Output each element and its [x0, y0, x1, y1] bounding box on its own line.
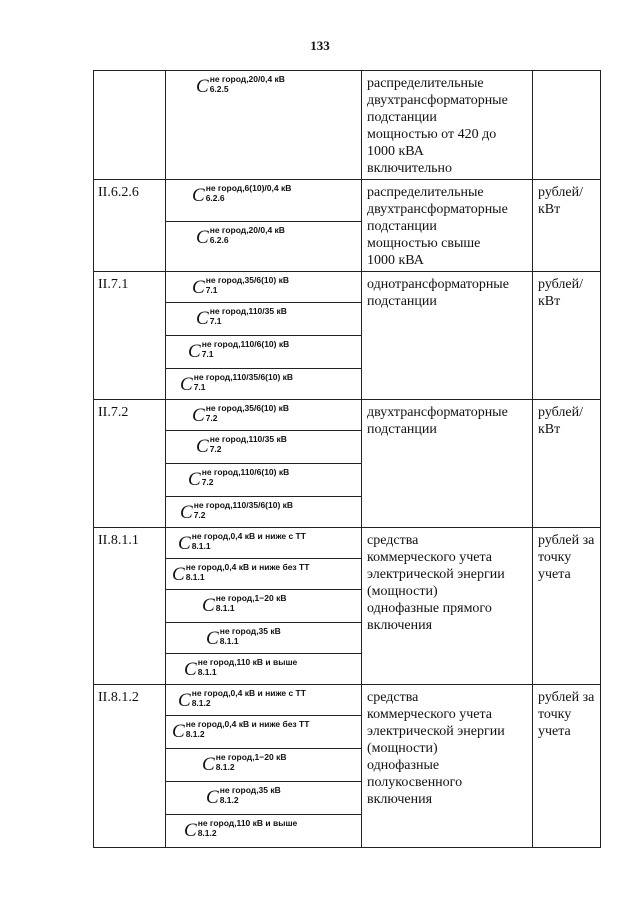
code-cell	[94, 71, 166, 180]
formula-scripts	[210, 225, 285, 246]
formula-cell	[166, 782, 362, 815]
formula-cell	[166, 623, 362, 654]
code-cell: II.7.2	[94, 400, 166, 528]
description-line: включения	[367, 618, 433, 633]
formula-scripts	[194, 500, 293, 521]
table-row	[94, 528, 601, 559]
unit-line: точку учета	[538, 550, 572, 582]
formula-scripts	[186, 719, 310, 740]
formula-cell	[166, 369, 362, 400]
tariff-table-body	[94, 71, 601, 848]
formula-superscript: не город,0,4 кВ и ниже с ТТ	[191, 531, 306, 541]
tariff-formula	[184, 654, 297, 679]
formula-subscript: 7.2	[201, 477, 214, 487]
description-cell	[362, 685, 533, 848]
code-cell: II.7.1	[94, 272, 166, 400]
description-line: однофазные	[367, 758, 440, 773]
tariff-formula	[206, 623, 281, 648]
description-line: мощностью свыше	[367, 236, 481, 251]
formula-superscript: не город,110 кВ и выше	[197, 657, 298, 667]
formula-symbol: C	[196, 226, 209, 248]
formula-cell	[166, 303, 362, 336]
description-line: включения	[367, 792, 433, 807]
formula-scripts	[192, 688, 306, 709]
description-cell	[362, 528, 533, 685]
tariff-formula	[184, 815, 297, 840]
description-line: двухтрансформаторные	[367, 93, 508, 108]
tariff-formula	[178, 528, 306, 553]
description-line: однотрансформаторные	[367, 277, 509, 292]
description-line: (мощности)	[367, 741, 438, 756]
formula-superscript: не город,110/35/6(10) кВ	[193, 500, 294, 510]
formula-cell	[166, 336, 362, 369]
formula-superscript: не город,0,4 кВ и ниже без ТТ	[185, 562, 310, 572]
formula-scripts	[210, 74, 285, 95]
description-line: однофазные прямого	[367, 601, 492, 616]
description-line: средства	[367, 533, 419, 548]
formula-symbol: C	[196, 308, 209, 329]
unit-line: рублей/кВт	[538, 185, 583, 217]
formula-superscript: не город,1−20 кВ	[215, 593, 287, 603]
formula-symbol: C	[202, 595, 215, 616]
description-line: (мощности)	[367, 584, 438, 599]
formula-cell	[166, 685, 362, 716]
formula-cell	[166, 528, 362, 559]
formula-scripts	[216, 752, 287, 773]
formula-symbol: C	[178, 690, 191, 711]
formula-subscript: 8.1.1	[215, 603, 235, 613]
formula-symbol: C	[196, 76, 209, 97]
description-line: двухтрансформаторные	[367, 202, 508, 217]
formula-symbol: C	[184, 659, 197, 680]
tariff-formula	[196, 431, 287, 456]
formula-symbol: C	[180, 502, 193, 523]
description-line: 1000 кВА	[367, 144, 424, 159]
unit-line: рублей/кВт	[538, 277, 583, 309]
formula-cell	[166, 559, 362, 590]
unit-cell	[533, 400, 601, 528]
formula-scripts	[198, 657, 298, 678]
table-row	[94, 71, 601, 180]
formula-symbol: C	[206, 787, 219, 808]
formula-superscript: не город,6(10)/0,4 кВ	[205, 183, 292, 193]
formula-superscript: не город,110 кВ и выше	[197, 818, 298, 828]
formula-subscript: 8.1.2	[219, 795, 239, 805]
formula-cell	[166, 400, 362, 431]
unit-line: рублей за	[538, 690, 595, 705]
tariff-formula	[172, 716, 309, 741]
description-line: электрической энергии	[367, 724, 505, 739]
formula-superscript: не город,35/6(10) кВ	[205, 403, 289, 413]
formula-scripts	[202, 339, 290, 360]
formula-cell	[166, 221, 362, 271]
description-cell	[362, 180, 533, 272]
formula-subscript: 7.2	[209, 444, 222, 454]
tariff-formula	[188, 336, 289, 361]
formula-cell	[166, 654, 362, 685]
description-line: включительно	[367, 161, 453, 176]
description-line: двухтрансформаторные	[367, 405, 508, 420]
tariff-formula	[178, 685, 306, 710]
page-number: 133	[310, 38, 330, 53]
formula-symbol: C	[172, 721, 185, 742]
formula-cell	[166, 590, 362, 623]
code-cell: II.6.2.6	[94, 180, 166, 272]
formula-scripts	[194, 372, 293, 393]
formula-subscript: 8.1.2	[185, 729, 205, 739]
description-line: распределительные	[367, 185, 484, 200]
code-cell: II.8.1.2	[94, 685, 166, 848]
formula-cell	[166, 71, 362, 180]
formula-cell	[166, 815, 362, 848]
formula-superscript: не город,20/0,4 кВ	[209, 224, 285, 235]
description-cell	[362, 400, 533, 528]
formula-cell	[166, 272, 362, 303]
formula-superscript: не город,35/6(10) кВ	[205, 275, 289, 285]
formula-subscript: 8.1.2	[215, 762, 235, 772]
tariff-table	[93, 70, 601, 848]
description-line: полукосвенного	[367, 775, 463, 790]
unit-cell	[533, 272, 601, 400]
description-line: средства	[367, 690, 419, 705]
formula-subscript: 8.1.1	[185, 572, 205, 582]
tariff-formula	[196, 222, 285, 247]
formula-scripts	[202, 467, 290, 488]
formula-superscript: не город,20/0,4 кВ	[209, 74, 285, 84]
formula-symbol: C	[196, 436, 209, 457]
code-cell: II.8.1.1	[94, 528, 166, 685]
description-line: распределительные	[367, 76, 484, 91]
description-line: подстанции	[367, 422, 437, 437]
description-cell	[362, 272, 533, 400]
formula-scripts	[220, 626, 281, 647]
tariff-formula	[172, 559, 309, 584]
unit-cell	[533, 180, 601, 272]
formula-scripts	[186, 562, 310, 583]
formula-symbol: C	[184, 820, 197, 841]
formula-scripts	[206, 183, 292, 204]
description-line: коммерческого учета	[367, 707, 492, 722]
formula-superscript: не город,35 кВ	[219, 626, 281, 636]
unit-cell	[533, 71, 601, 180]
formula-superscript: не город,0,4 кВ и ниже без ТТ	[185, 719, 310, 729]
description-cell	[362, 71, 533, 180]
tariff-formula	[202, 590, 286, 615]
tariff-formula	[180, 369, 293, 394]
table-row	[94, 685, 601, 716]
tariff-formula	[188, 464, 289, 489]
formula-subscript: 8.1.1	[191, 541, 211, 551]
description-line: мощностью от 420 до	[367, 127, 497, 142]
unit-cell	[533, 685, 601, 848]
formula-subscript: 8.1.2	[191, 698, 211, 708]
formula-scripts	[220, 785, 281, 806]
formula-superscript: не город,0,4 кВ и ниже с ТТ	[191, 688, 306, 698]
formula-subscript: 7.1	[201, 349, 214, 359]
formula-subscript: 7.1	[209, 316, 222, 326]
formula-subscript: 7.1	[193, 382, 206, 392]
tariff-formula	[192, 180, 291, 205]
formula-symbol: C	[192, 185, 205, 206]
formula-superscript: не город,110/35/6(10) кВ	[193, 372, 294, 382]
formula-symbol: C	[188, 341, 201, 362]
formula-subscript: 8.1.1	[219, 636, 239, 646]
formula-cell	[166, 180, 362, 222]
tariff-formula	[196, 303, 287, 328]
formula-scripts	[206, 275, 289, 296]
formula-symbol: C	[178, 533, 191, 554]
tariff-formula	[202, 749, 286, 774]
formula-scripts	[206, 403, 289, 424]
tariff-formula	[192, 400, 289, 425]
formula-superscript: не город,110/6(10) кВ	[201, 467, 290, 477]
formula-symbol: C	[188, 469, 201, 490]
description-line: подстанции	[367, 294, 437, 309]
formula-symbol: C	[206, 628, 219, 649]
unit-line: рублей за	[538, 533, 595, 548]
formula-scripts	[210, 306, 287, 327]
description-line: 1000 кВА	[367, 253, 424, 268]
unit-cell	[533, 528, 601, 685]
formula-scripts	[198, 818, 298, 839]
formula-scripts	[210, 434, 287, 455]
description-line: подстанции	[367, 110, 437, 125]
formula-symbol: C	[202, 754, 215, 775]
formula-cell	[166, 749, 362, 782]
table-row	[94, 180, 601, 222]
table-row	[94, 272, 601, 303]
formula-superscript: не город,35 кВ	[219, 785, 281, 795]
formula-subscript: 7.2	[205, 413, 218, 423]
formula-cell	[166, 716, 362, 749]
formula-cell	[166, 497, 362, 528]
formula-subscript: 6.2.5	[209, 84, 229, 94]
tariff-formula	[192, 272, 289, 297]
formula-superscript: не город,1−20 кВ	[215, 752, 287, 762]
formula-cell	[166, 464, 362, 497]
table-row	[94, 400, 601, 431]
formula-scripts	[216, 593, 287, 614]
unit-line: рублей/кВт	[538, 405, 583, 437]
unit-line: точку учета	[538, 707, 572, 739]
formula-subscript: 7.1	[205, 285, 218, 295]
formula-cell	[166, 431, 362, 464]
tariff-formula	[180, 497, 293, 522]
formula-symbol: C	[192, 405, 205, 426]
formula-superscript: не город,110/35 кВ	[209, 306, 287, 316]
formula-subscript: 8.1.2	[197, 828, 217, 838]
formula-symbol: C	[172, 564, 185, 585]
formula-superscript: не город,110/35 кВ	[209, 434, 287, 444]
formula-subscript: 6.2.6	[209, 234, 229, 245]
formula-symbol: C	[192, 277, 205, 298]
description-line: коммерческого учета	[367, 550, 492, 565]
formula-subscript: 7.2	[193, 510, 206, 520]
formula-symbol: C	[180, 374, 193, 395]
tariff-formula	[196, 71, 285, 96]
formula-subscript: 6.2.6	[205, 193, 225, 203]
formula-scripts	[192, 531, 306, 552]
description-line: электрической энергии	[367, 567, 505, 582]
formula-superscript: не город,110/6(10) кВ	[201, 339, 290, 349]
tariff-formula	[206, 782, 281, 807]
formula-subscript: 8.1.1	[197, 667, 217, 677]
description-line: подстанции	[367, 219, 437, 234]
